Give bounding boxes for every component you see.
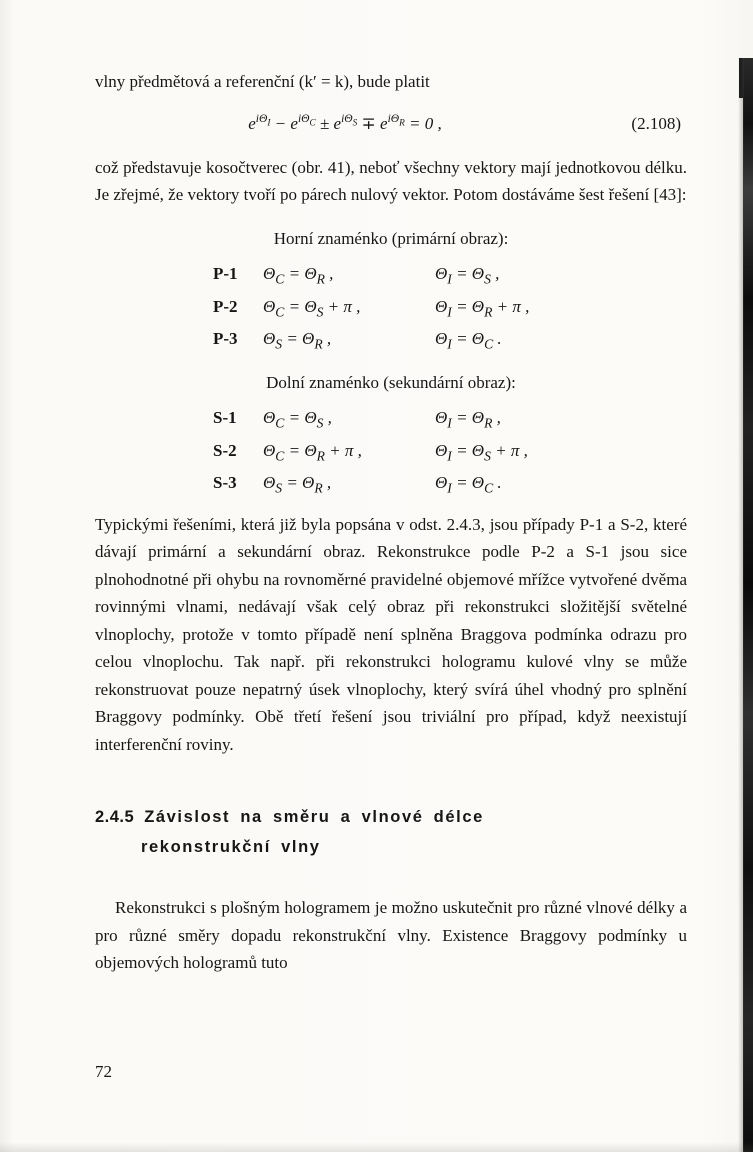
- solution-eq-2: $\Theta_I = \Theta_C$ .: [435, 473, 502, 496]
- solution-row: [213, 404, 687, 432]
- solution-row: [213, 437, 687, 465]
- page-content: [95, 68, 687, 977]
- solution-eq-2: $\Theta_I = \Theta_S$ ,: [435, 264, 500, 287]
- section-heading-2-4-5: [95, 802, 687, 862]
- equation-expression: $e^{i\Theta_I} - e^{i\Theta_C} \pm e^{i\Theta_S} \mp e^{i\Theta_R} = 0$ ,: [248, 111, 442, 133]
- section-title-line-1: Závislost na směru a vlnové délce: [144, 808, 484, 826]
- solution-eq-1: $\Theta_C = \Theta_S + \pi$ ,: [263, 296, 361, 319]
- paragraph-2: Typickými řešeními, která již byla popsána v odst. 2.4.3, jsou případy P-1 a S-2, které dávají primární a sekundární obraz. Rekonstrukce podle P-2 a S-1 jsou sice plnohodnotné při ohybu na rovnoměrné pravidelné objemové mřížce vytvořené dvěma rovinnými vlnami, nedávají však celý obraz při rekonstrukci složitější světelné vlnoplochy, protože v tomto případě není splněna Braggova podmínka odrazu pro celou vlnoplochu. Tak např. při rekonstrukci hologramu kulové vlny se může rekonstruovat pouze nepatrný úsek vlnoplochy, který svírá úhel vhodný pro splnění Braggovy podmínky. Obě třetí řešení jsou triviální pro případ, když neexistují interferenční roviny.: [95, 514, 687, 754]
- solution-row: [213, 469, 687, 497]
- solution-label: S-1: [213, 408, 237, 427]
- section-number: 2.4.5: [95, 808, 135, 826]
- scan-bottom-shadow: [0, 1142, 753, 1152]
- upper-sign-heading: Horní znaménko (primární obraz):: [273, 228, 509, 248]
- solution-label: S-3: [213, 473, 237, 492]
- upper-sign-solutions: [95, 260, 687, 353]
- solution-row: [213, 293, 687, 321]
- solution-label: S-2: [213, 440, 237, 460]
- intro-line: vlny předmětová a referenční (k′ = k), bude platit: [95, 72, 430, 91]
- solution-eq-1: $\Theta_C = \Theta_S$ ,: [263, 408, 332, 431]
- section-title-line-2: rekonstrukční vlny: [141, 838, 321, 856]
- page-number: 72: [95, 1062, 112, 1081]
- solution-eq-1: $\Theta_C = \Theta_R + \pi$ ,: [263, 440, 362, 463]
- solution-eq-2: $\Theta_I = \Theta_R$ ,: [435, 408, 501, 431]
- solution-label: P-2: [213, 296, 238, 316]
- solution-eq-1: $\Theta_C = \Theta_R$ ,: [263, 264, 334, 287]
- solution-label: P-3: [213, 329, 238, 348]
- paragraph-1: což představuje kosočtverec (obr. 41), neboť všechny vektory mají jednotkovou délku. Je zřejmé, že vektory tvoří po párech nulový vektor. Potom dostáváme šest řešení [43]:: [95, 157, 687, 204]
- section-heading-line-1: [95, 802, 687, 832]
- equation-2-108: [95, 110, 687, 140]
- solution-eq-2: $\Theta_I = \Theta_S + \pi$ ,: [435, 440, 528, 463]
- scan-edge-soft-shadow: [738, 58, 744, 1152]
- paragraph-3: Rekonstrukci s plošným hologramem je možno uskutečnit pro různé vlnové délky a pro různé směry dopadu rekonstrukční vlny. Existence Braggovy podmínky u objemových hologramů tuto: [95, 898, 687, 972]
- scan-edge-shadow: [743, 58, 753, 1152]
- lower-sign-solutions: [95, 404, 687, 497]
- solution-label: P-1: [213, 264, 238, 283]
- solution-eq-1: $\Theta_S = \Theta_R$ ,: [263, 473, 332, 496]
- solution-eq-2: $\Theta_I = \Theta_R + \pi$ ,: [435, 296, 530, 319]
- equation-number: (2.108): [631, 113, 681, 133]
- solution-row: [213, 325, 687, 353]
- solution-eq-2: $\Theta_I = \Theta_C$ .: [435, 329, 502, 352]
- solution-eq-1: $\Theta_S = \Theta_R$ ,: [263, 329, 332, 352]
- solution-row: [213, 260, 687, 288]
- lower-sign-heading: Dolní znaménko (sekundární obraz):: [266, 372, 516, 392]
